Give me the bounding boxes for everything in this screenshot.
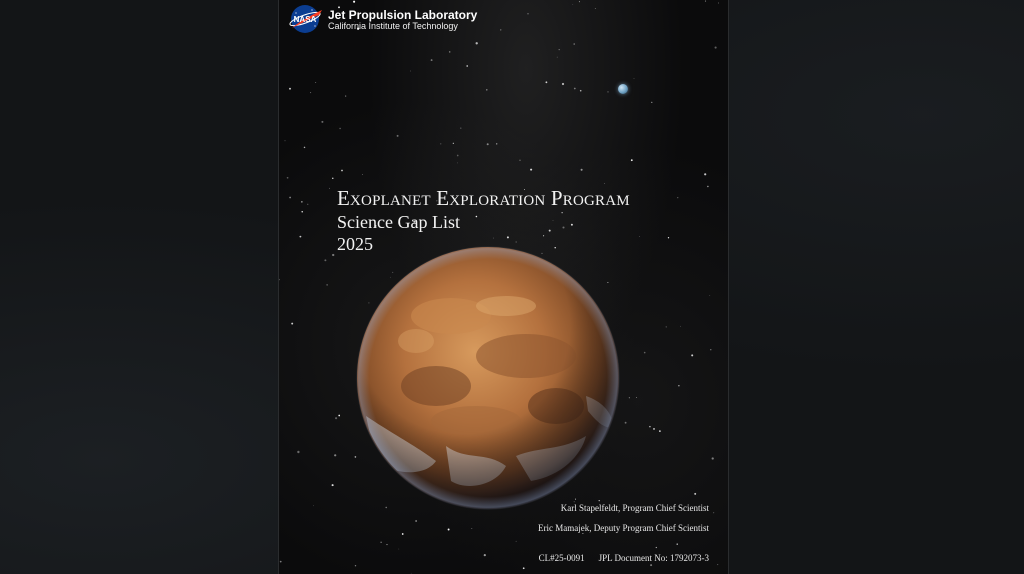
star	[335, 417, 337, 419]
document-cover	[278, 0, 729, 574]
star	[329, 188, 330, 189]
star	[457, 163, 458, 164]
star	[631, 159, 633, 161]
star	[580, 90, 582, 92]
star	[457, 155, 459, 157]
star	[634, 78, 635, 79]
star	[297, 451, 299, 453]
star	[717, 564, 718, 565]
star	[301, 201, 302, 202]
star	[625, 422, 627, 424]
star	[562, 83, 564, 85]
star	[321, 121, 323, 123]
star	[573, 43, 575, 45]
star	[656, 547, 657, 548]
star	[471, 528, 472, 529]
star	[705, 1, 706, 2]
star	[500, 29, 501, 30]
svg-text:NASA: NASA	[293, 15, 317, 24]
star	[713, 512, 714, 513]
jpl-logo-block	[288, 4, 488, 38]
star	[289, 88, 291, 90]
star	[644, 352, 646, 354]
star	[659, 430, 661, 432]
institution-name: California Institute of Technology	[328, 21, 458, 31]
star	[649, 426, 651, 428]
star	[449, 51, 451, 53]
star	[709, 295, 710, 296]
star	[339, 128, 340, 129]
star	[595, 8, 596, 9]
star	[448, 529, 450, 531]
star	[476, 216, 478, 218]
star	[651, 102, 652, 103]
chief-scientist-credit: Karl Stapelfeldt, Program Chief Scientist	[560, 503, 709, 513]
star	[386, 544, 387, 545]
star	[289, 197, 291, 199]
star	[287, 177, 289, 179]
star	[516, 242, 517, 243]
star	[680, 326, 681, 327]
star	[562, 226, 564, 228]
star	[353, 1, 355, 3]
star	[380, 542, 381, 543]
star	[694, 493, 696, 495]
star	[402, 533, 404, 535]
star	[315, 82, 316, 83]
star	[307, 204, 308, 205]
star	[304, 147, 306, 149]
star	[332, 178, 333, 179]
star	[604, 183, 605, 184]
star	[677, 543, 678, 544]
nasa-logo-icon	[288, 4, 324, 34]
star	[581, 169, 583, 171]
star	[639, 236, 640, 237]
star	[484, 554, 486, 556]
star	[326, 284, 327, 285]
star	[710, 349, 711, 350]
star	[313, 505, 314, 506]
star	[398, 549, 399, 550]
star	[516, 541, 517, 542]
star	[301, 211, 302, 212]
star	[486, 89, 487, 90]
star	[466, 65, 468, 67]
star	[691, 354, 693, 356]
star	[440, 143, 441, 144]
star	[571, 224, 573, 226]
star	[559, 49, 560, 50]
star	[608, 91, 609, 92]
star	[519, 160, 520, 161]
star	[572, 4, 573, 5]
star	[334, 454, 336, 456]
star	[553, 220, 554, 221]
star	[496, 143, 497, 144]
star	[338, 415, 340, 417]
star	[285, 140, 286, 141]
star	[299, 236, 301, 238]
star	[653, 428, 655, 430]
star	[678, 385, 679, 386]
star	[549, 230, 551, 232]
star	[629, 397, 630, 398]
star	[527, 13, 528, 14]
star	[415, 520, 417, 522]
document-title: Exoplanet Exploration Program	[337, 186, 630, 210]
star	[715, 47, 717, 49]
star	[355, 565, 356, 566]
star	[332, 254, 334, 256]
star	[487, 143, 489, 145]
deputy-scientist-credit: Eric Mamajek, Deputy Program Chief Scientist	[538, 523, 709, 533]
star	[666, 326, 667, 327]
star	[712, 457, 714, 459]
clearance-number: CL#25-0091	[538, 553, 585, 563]
star	[476, 42, 478, 44]
organization-name: Jet Propulsion Laboratory	[328, 8, 478, 22]
star	[397, 135, 399, 137]
star	[574, 88, 576, 90]
star	[410, 71, 411, 72]
star	[341, 170, 343, 172]
star	[707, 186, 708, 187]
star	[562, 212, 563, 213]
star	[332, 484, 334, 486]
star	[279, 279, 280, 280]
jpl-document-number: JPL Document No: 1792073-3	[598, 553, 709, 563]
star	[543, 235, 544, 236]
star	[507, 236, 509, 238]
star	[650, 564, 652, 566]
star	[310, 92, 311, 93]
star	[324, 259, 326, 261]
star	[453, 143, 454, 144]
star	[362, 174, 363, 175]
star	[493, 238, 494, 239]
star	[345, 96, 346, 97]
star	[291, 323, 293, 325]
star	[460, 127, 461, 128]
star	[718, 3, 719, 4]
star	[280, 561, 282, 563]
document-identifiers	[539, 553, 709, 563]
document-year: 2025	[337, 234, 373, 254]
document-subtitle: Science Gap List	[337, 212, 460, 232]
moon	[618, 84, 628, 94]
star	[557, 57, 558, 58]
planet-illustration	[356, 246, 620, 510]
star	[411, 573, 412, 574]
star	[636, 397, 637, 398]
star	[530, 169, 532, 171]
star	[523, 567, 525, 569]
star	[704, 173, 706, 175]
star	[431, 59, 433, 61]
star	[668, 237, 669, 238]
star	[677, 197, 678, 198]
star	[545, 81, 547, 83]
star	[582, 533, 583, 534]
star	[579, 1, 580, 2]
